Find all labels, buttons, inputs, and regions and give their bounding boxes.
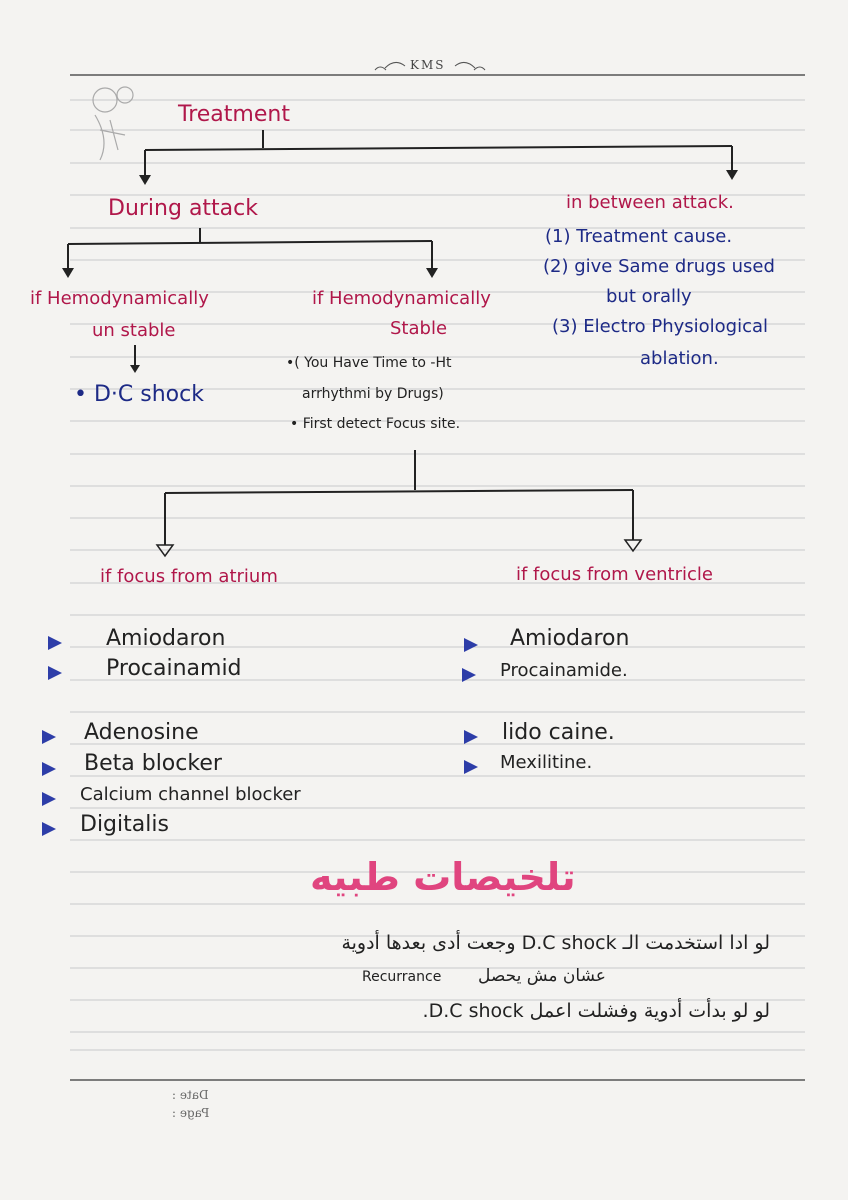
ventricle-drug-mexilitine: Mexilitine. xyxy=(500,752,593,773)
in-between-item-4: (3) Electro Physiological xyxy=(552,316,769,337)
in-between-item-3: but orally xyxy=(606,286,692,307)
bullet-triangle-icon xyxy=(42,792,56,806)
bullet-triangle-icon xyxy=(462,668,476,682)
treatment-title: Treatment xyxy=(178,102,290,127)
bullet-triangle-icon xyxy=(48,636,62,650)
arabic-note-line2: عشان مش يحصل xyxy=(478,966,606,986)
unstable-heading-line1: if Hemodynamically xyxy=(30,288,209,309)
bullet-triangle-icon xyxy=(48,666,62,680)
dc-shock-item: • D·C shock xyxy=(74,382,204,407)
atrium-drug-digitalis: Digitalis xyxy=(80,812,169,837)
bullet-triangle-icon xyxy=(464,638,478,652)
atrium-drug-adenosine: Adenosine xyxy=(84,720,199,745)
stable-note-2: arrhythmi by Drugs) xyxy=(302,386,444,402)
footer-page-label: Page : xyxy=(172,1106,210,1120)
stable-note-1: •( You Have Time to -Ht xyxy=(286,355,452,371)
unstable-heading-line2: un stable xyxy=(92,320,176,341)
arabic-note-line1: لو ادا استخدمت الـ D.C shock وجعت أدى بعدها أدوية xyxy=(341,932,770,954)
footer-date-label: Date : xyxy=(172,1088,209,1102)
in-between-item-5: ablation. xyxy=(640,348,719,369)
atrium-drug-beta-blocker: Beta blocker xyxy=(84,751,222,776)
in-between-attack-heading: in between attack. xyxy=(566,192,734,213)
bullet-triangle-icon xyxy=(42,730,56,744)
stable-note-3: • First detect Focus site. xyxy=(290,416,461,432)
ventricle-drug-amiodaron: Amiodaron xyxy=(510,626,630,651)
doodle-figure xyxy=(93,87,133,160)
atrium-heading: if focus from atrium xyxy=(100,566,278,587)
ventricle-drug-procainamide: Procainamide. xyxy=(500,660,628,681)
ventricle-drug-lidocaine: lido caine. xyxy=(502,720,615,745)
atrium-drug-amiodaron: Amiodaron xyxy=(106,626,226,651)
arabic-note-recurrance: Recurrance xyxy=(362,969,442,985)
in-between-item-1: (1) Treatment cause. xyxy=(545,226,733,247)
bullet-triangle-icon xyxy=(42,822,56,836)
in-between-item-2: (2) give Same drugs used xyxy=(543,256,775,277)
atrium-drug-procainamid: Procainamid xyxy=(106,656,242,681)
stable-heading-line1: if Hemodynamically xyxy=(312,288,491,309)
arabic-note-line3: لو لو بدأت أدوية وفشلت اعمل D.C shock. xyxy=(422,1000,770,1022)
bullet-triangle-icon xyxy=(464,760,478,774)
bullet-triangle-icon xyxy=(42,762,56,776)
ventricle-heading: if focus from ventricle xyxy=(516,564,713,585)
header-mark: KMS xyxy=(410,58,446,72)
bullet-triangle-icon xyxy=(464,730,478,744)
during-attack-heading: During attack xyxy=(108,196,258,221)
watermark-text: تلخيصات طبيه xyxy=(310,855,576,899)
atrium-drug-calcium-channel-blocker: Calcium channel blocker xyxy=(80,784,301,805)
stable-heading-line2: Stable xyxy=(390,318,448,339)
